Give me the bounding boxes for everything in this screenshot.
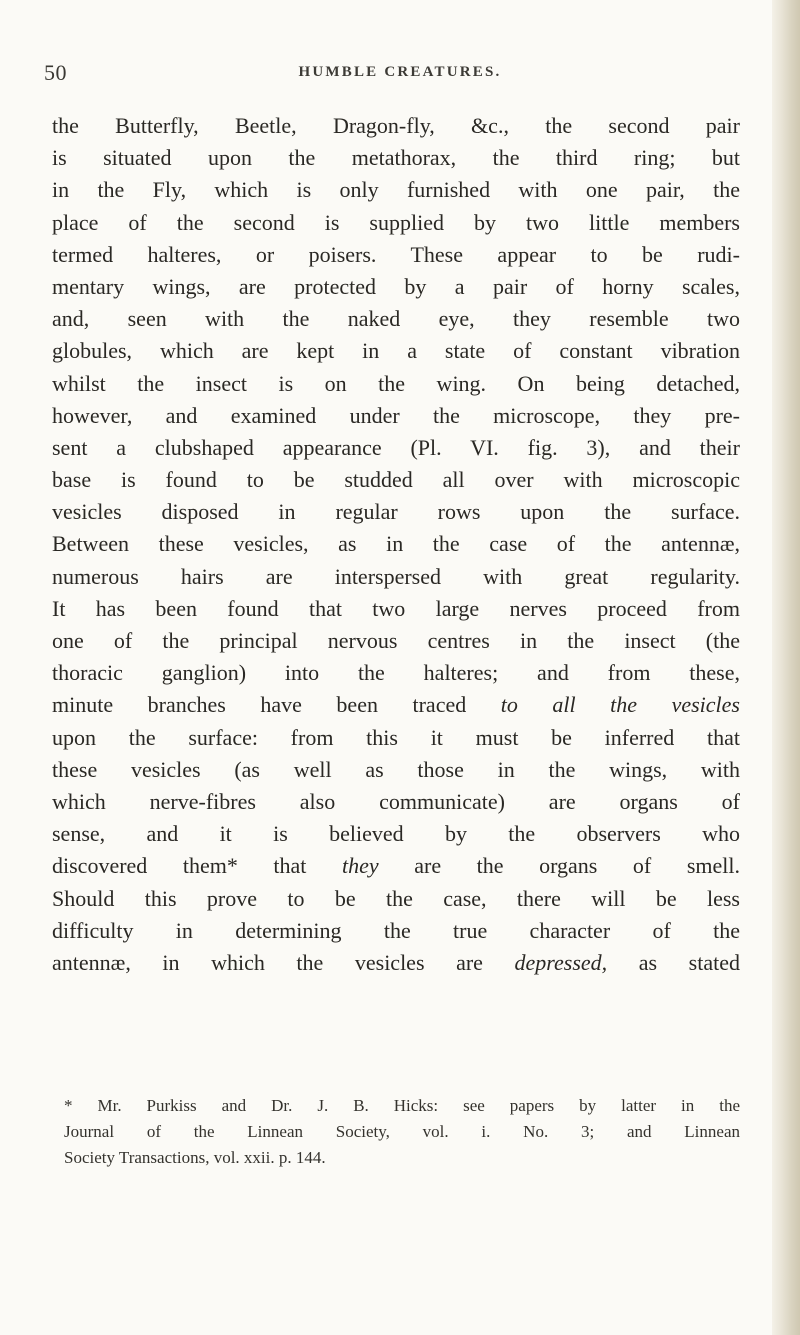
text-line: thoracic ganglion) into the halteres; and from these, — [52, 660, 740, 686]
text-line: difficulty in determining the true character of the — [52, 917, 740, 943]
page-header — [0, 60, 800, 90]
page-number: 50 — [44, 60, 67, 85]
text-line: place of the second is supplied by two little members — [52, 209, 740, 235]
running-title: HUMBLE CREATURES. — [298, 64, 502, 80]
text-line: Should this prove to be the case, there will be less — [52, 885, 740, 911]
text-line: is situated upon the metathorax, the third ring; but — [52, 145, 740, 171]
text-segment: discovered them* that — [52, 853, 342, 879]
text-line: mentary wings, are protected by a pair of horny scales, — [52, 273, 740, 299]
text-segment: are the organs of smell. — [378, 853, 740, 879]
text-line: in the Fly, which is only furnished with one pair, the — [52, 177, 740, 203]
text-line: which nerve-fibres also communicate) are organs of — [52, 788, 740, 814]
text-line: one of the principal nervous centres in the insect (the — [52, 628, 740, 653]
text-line: upon the surface: from this it must be inferred that — [52, 724, 740, 750]
text-line: however, and examined under the microscope, they pre- — [52, 402, 740, 428]
text-line: Between these vesicles, as in the case of the antennæ, — [52, 531, 740, 557]
text-line — [52, 947, 740, 979]
footnote-line: Society Transactions, vol. xxii. p. 144. — [64, 1148, 326, 1167]
text-line — [52, 689, 740, 721]
footnote-line: * Mr. Purkiss and Dr. J. B. Hicks: see papers by latter in the — [64, 1096, 740, 1115]
text-line: whilst the insect is on the wing. On being detached, — [52, 370, 740, 396]
text-line: globules, which are kept in a state of constant vibration — [52, 338, 740, 364]
text-line: termed halteres, or poisers. These appear to be rudi- — [52, 241, 740, 267]
page-edge-shadow — [772, 0, 800, 1335]
text-line — [52, 850, 740, 882]
text-segment: minute branches have been traced — [52, 692, 501, 718]
text-line: the Butterfly, Beetle, Dragon-fly, &c., the second pair — [52, 113, 740, 138]
text-line: It has been found that two large nerves proceed from — [52, 595, 740, 621]
text-segment: as stated — [607, 949, 740, 975]
text-segment: antennæ, in which the vesicles are — [52, 949, 515, 975]
text-line: vesicles disposed in regular rows upon the surface. — [52, 499, 740, 525]
italic-emphasis: they — [342, 853, 379, 879]
text-line: sent a clubshaped appearance (Pl. VI. fig. 3), and their — [52, 434, 740, 460]
text-line: and, seen with the naked eye, they resemble two — [52, 306, 740, 332]
text-line: these vesicles (as well as those in the wings, with — [52, 756, 740, 782]
footnote-line: Journal of the Linnean Society, vol. i. No. 3; and Linnean — [64, 1122, 740, 1141]
text-line: base is found to be studded all over with microscopic — [52, 467, 740, 493]
text-line: sense, and it is believed by the observers who — [52, 821, 740, 847]
body-text — [52, 110, 740, 979]
italic-emphasis: to all the vesicles — [500, 692, 740, 718]
italic-emphasis: depressed, — [514, 949, 608, 975]
text-line: numerous hairs are interspersed with great regularity. — [52, 563, 740, 589]
footnote — [64, 1093, 740, 1171]
